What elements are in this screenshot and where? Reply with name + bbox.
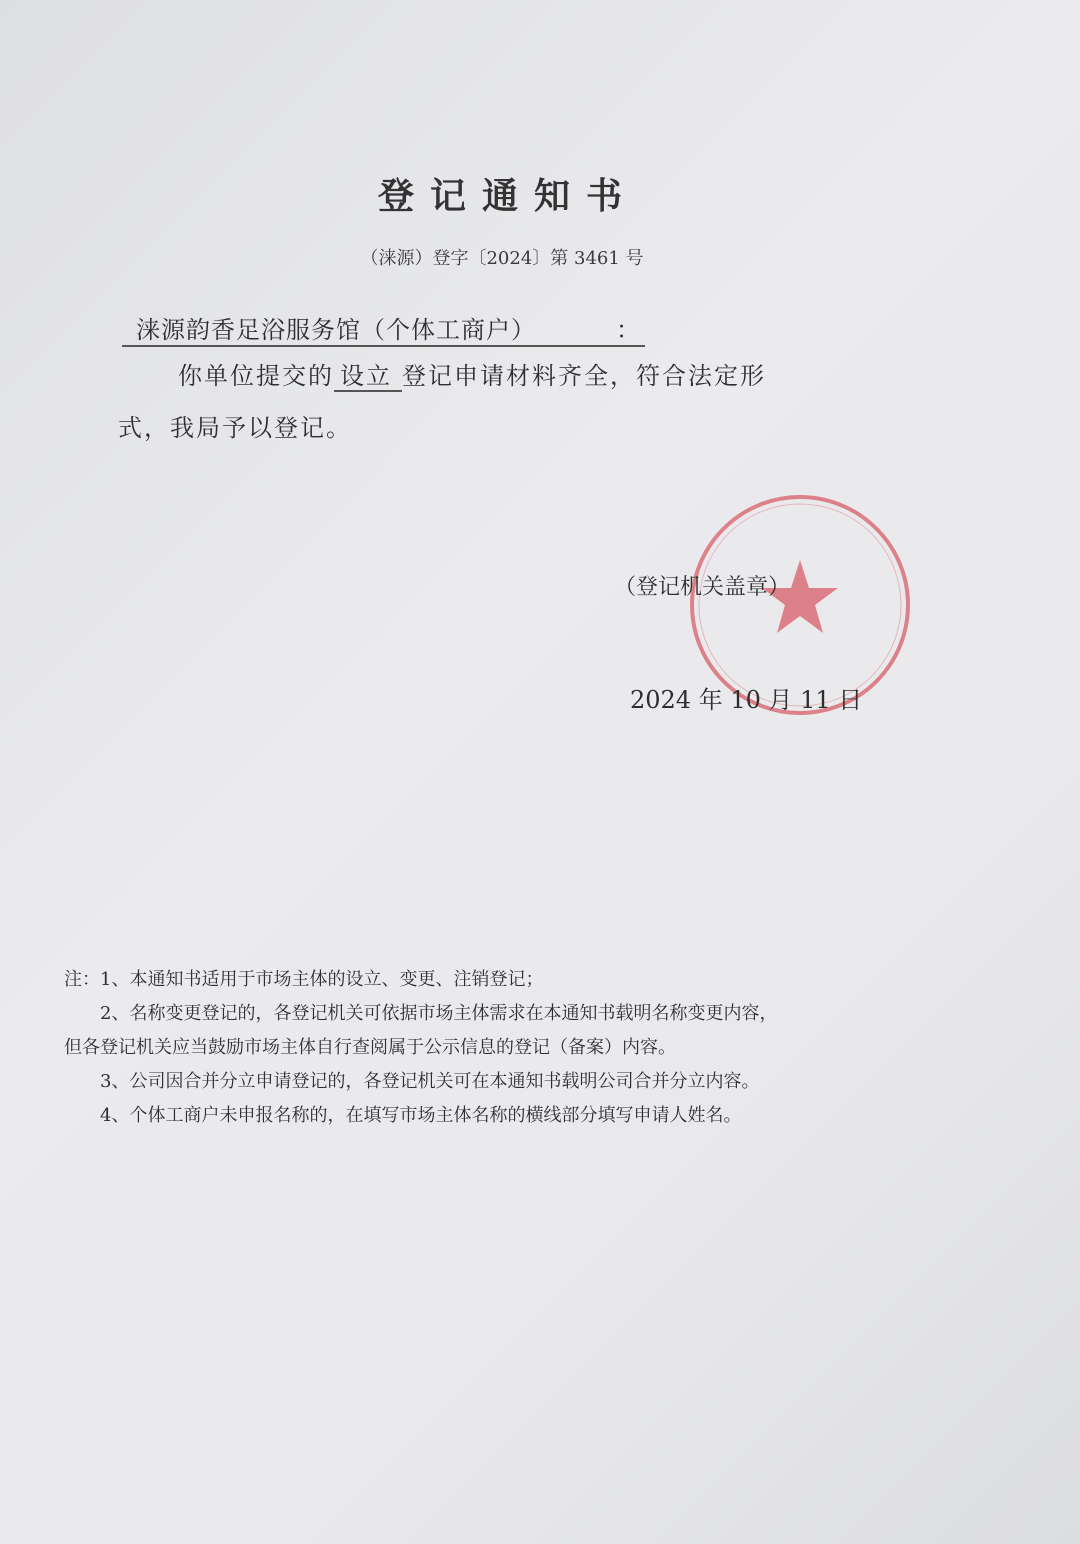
note-line: 4、个体工商户未申报名称的，在填写市场主体名称的横线部分填写申请人姓名。 [64, 1105, 742, 1126]
body-line-1 [178, 356, 766, 392]
notes-section [64, 963, 777, 1133]
seal-label: （登记机关盖章） [614, 575, 791, 600]
note-line: 2、名称变更登记的，各登记机关可依据市场主体需求在本通知书载明名称变更内容， [64, 1003, 778, 1024]
document-number: （涞源）登字〔2024〕第 3461 号 [360, 248, 644, 269]
note-line: 3、公司因合并分立申请登记的，各登记机关可在本通知书载明公司合并分立内容。 [64, 1071, 760, 1092]
issue-date: 2024 年 10 月 11 日 [630, 686, 863, 714]
document-title: 登记通知书 [377, 176, 638, 217]
addressee-name: 涞源韵香足浴服务馆（个体工商户） [136, 316, 536, 344]
note-line: 但各登记机关应当鼓励市场主体自行查阅属于公示信息的登记（备案）内容。 [64, 1037, 676, 1058]
registration-type: 设立 [334, 362, 402, 392]
addressee-colon: ： [616, 316, 641, 344]
body-suffix: 登记申请材料齐全，符合法定形 [402, 362, 766, 390]
note-line: 注：1、本通知书适用于市场主体的设立、变更、注销登记； [64, 969, 544, 990]
addressee-line [122, 310, 645, 347]
body-line-2: 式，我局予以登记。 [118, 414, 352, 442]
body-prefix: 你单位提交的 [178, 362, 334, 390]
